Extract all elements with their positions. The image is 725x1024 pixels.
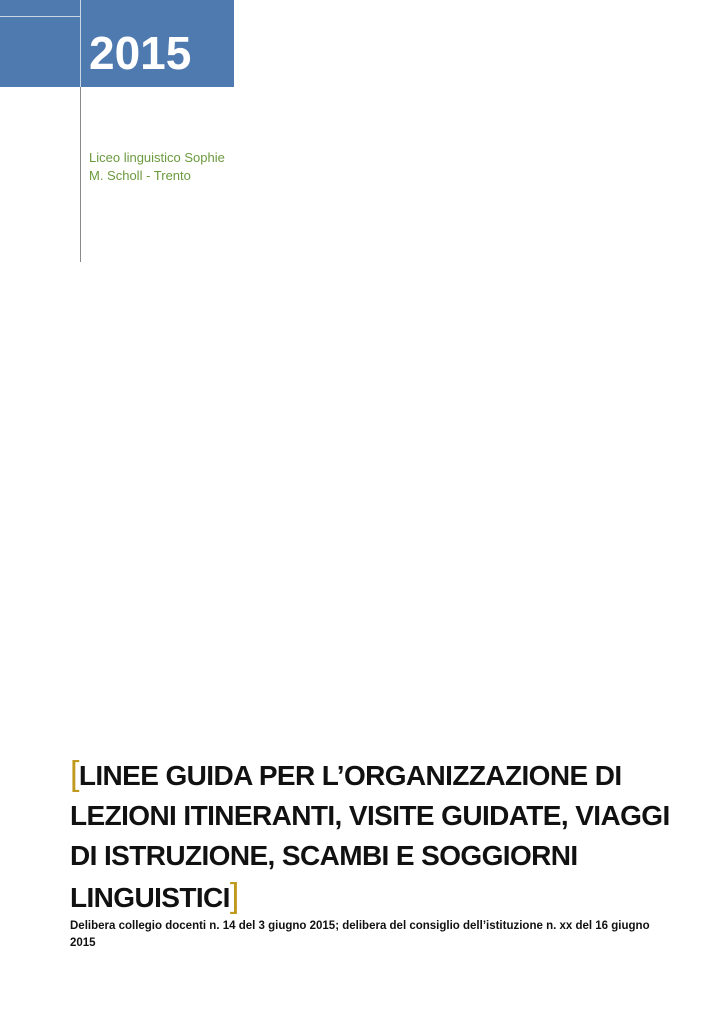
title-open-bracket: [ bbox=[70, 755, 79, 793]
school-name bbox=[89, 149, 249, 185]
side-rule bbox=[80, 87, 81, 262]
year-banner bbox=[0, 0, 234, 87]
school-name-line-1: Liceo linguistico Sophie bbox=[89, 150, 225, 165]
document-title bbox=[70, 754, 670, 918]
school-name-line-2: M. Scholl - Trento bbox=[89, 168, 191, 183]
banner-divider-vertical bbox=[80, 0, 81, 87]
year-label: 2015 bbox=[89, 27, 192, 79]
title-close-bracket: ] bbox=[229, 877, 239, 915]
title-text: LINEE GUIDA PER L’ORGANIZZAZIONE DI LEZIONI ITINERANTI, VISITE GUIDATE, VIAGGI DI ISTRUZIONE, SCAMBI E SOGGIORNI LINGUISTICI bbox=[70, 760, 670, 913]
document-subtitle: Delibera collegio docenti n. 14 del 3 giugno 2015; delibera del consiglio dell’istituzione n. xx del 16 giugno 2015 bbox=[70, 920, 650, 949]
banner-divider-horizontal bbox=[0, 16, 80, 17]
